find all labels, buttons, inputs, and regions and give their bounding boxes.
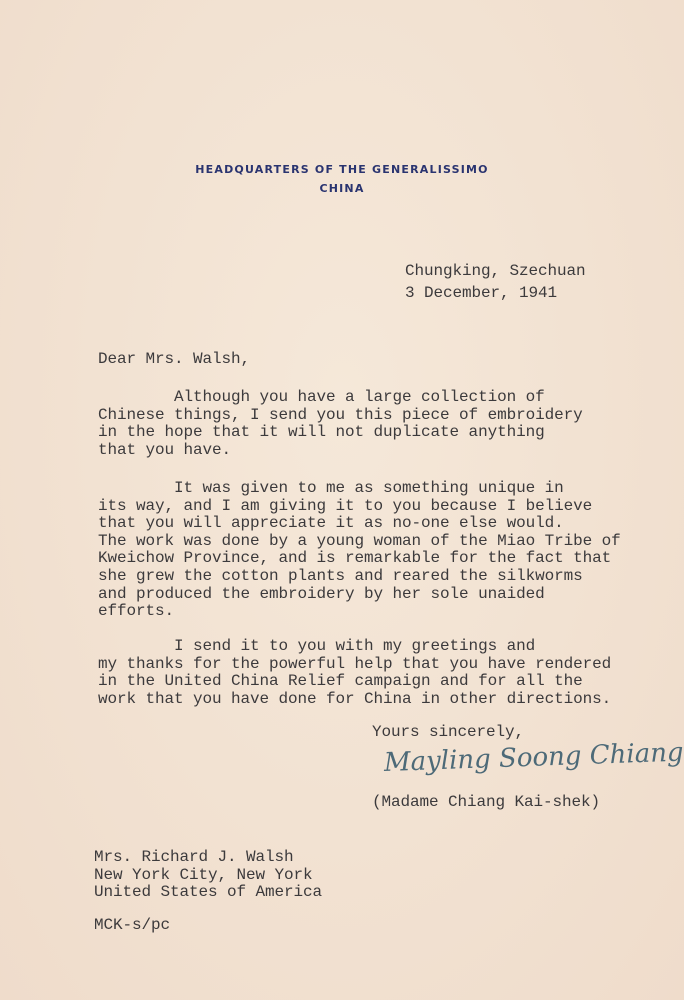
text-line: my thanks for the powerful help that you have rendered [98,654,612,673]
text-line: and produced the embroidery by her sole unaided [98,584,545,603]
text-line: The work was done by a young woman of the Miao Tribe of [98,531,621,550]
closing: Yours sincerely, [372,723,525,741]
text-line: that you will appreciate it as no-one else would. [98,514,564,533]
recipient-address [94,849,322,902]
text-line: she grew the cotton plants and reared the silkworms [98,566,583,585]
address-line: New York City, New York [94,865,313,884]
salutation: Dear Mrs. Walsh, [98,350,251,368]
paragraph-3 [98,638,611,708]
letterhead-title: HEADQUARTERS OF THE GENERALISSIMO [195,163,489,176]
text-line: It was given to me as something unique in [98,479,564,497]
place: Chungking, Szechuan [405,262,586,280]
text-line: Although you have a large collection of [98,388,545,406]
paragraph-1 [98,389,583,459]
text-line: in the hope that it will not duplicate anything [98,423,545,442]
handwritten-signature: Mayling Soong Chiang [383,737,684,778]
text-line: Kweichow Province, and is remarkable for the fact that [98,549,612,568]
signer-name: (Madame Chiang Kai-shek) [372,793,601,811]
address-line: United States of America [94,883,323,902]
address-line: Mrs. Richard J. Walsh [94,848,294,866]
date: 3 December, 1941 [405,284,558,302]
text-line: I send it to you with my greetings and [98,637,536,655]
text-line: its way, and I am giving it to you because I believe [98,496,593,515]
text-line: Chinese things, I send you this piece of embroidery [98,405,583,424]
text-line: efforts. [98,602,175,621]
text-line: in the United China Relief campaign and for all the [98,672,583,691]
paragraph-2 [98,480,621,621]
text-line: that you have. [98,440,232,459]
letterhead-country: CHINA [319,182,365,195]
reference-initials: MCK-s/pc [94,916,171,934]
text-line: work that you have done for China in other directions. [98,689,612,708]
